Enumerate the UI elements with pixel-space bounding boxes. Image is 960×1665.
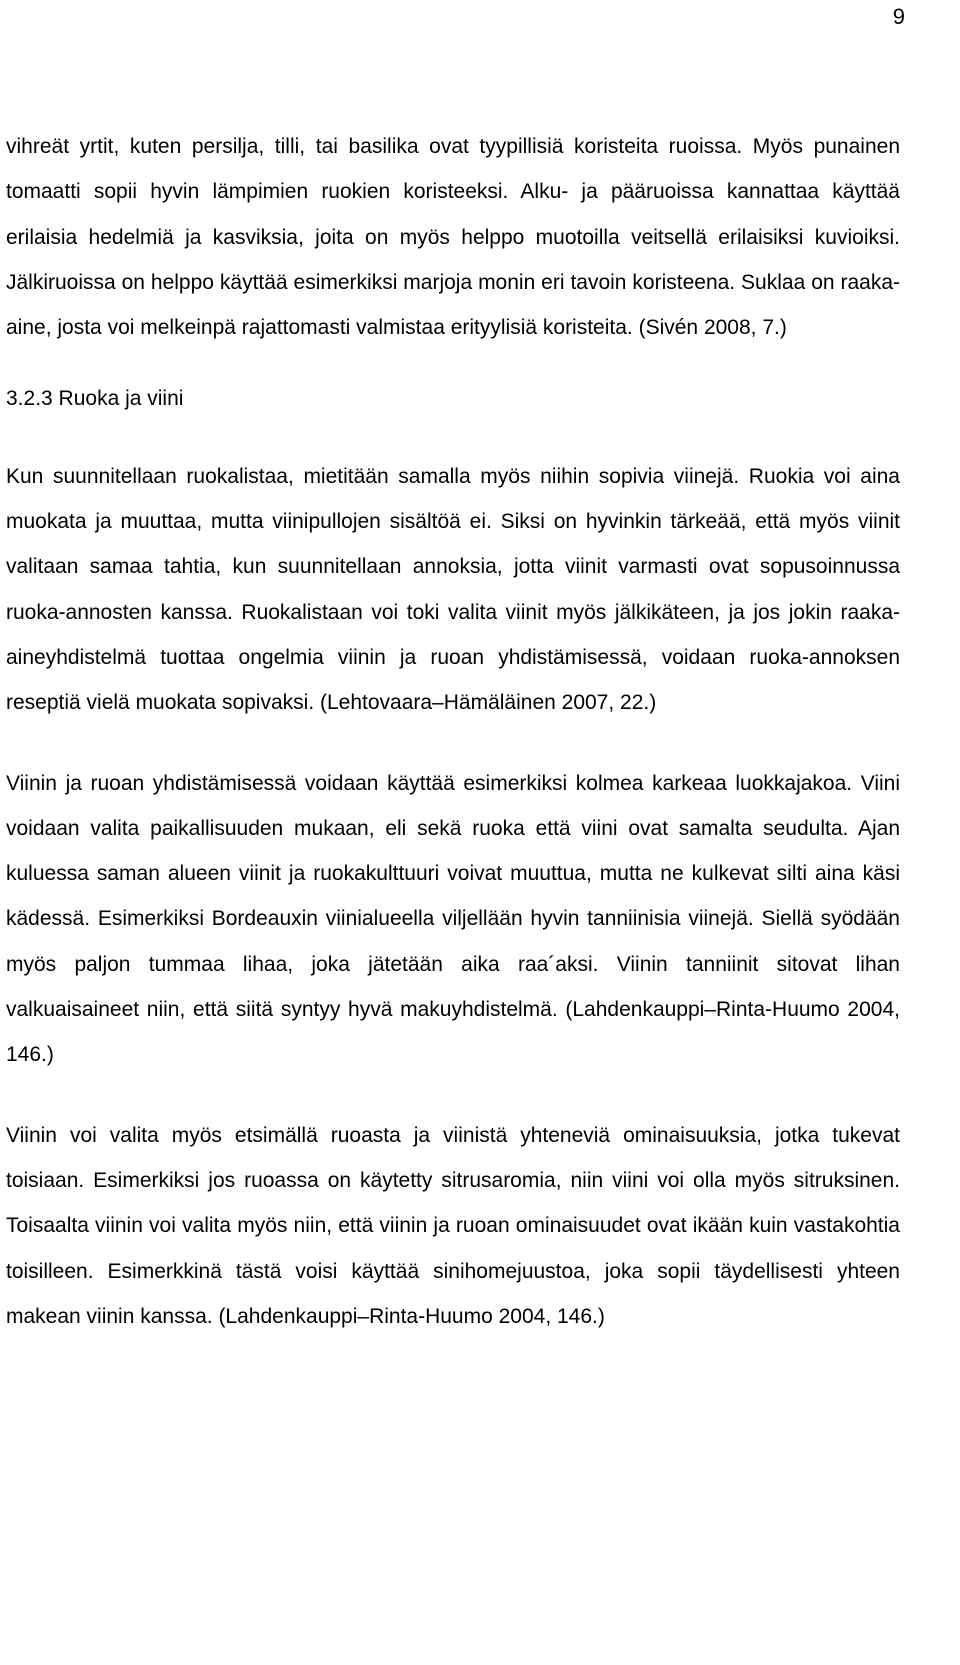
page-number: 9 [892, 4, 905, 29]
section-heading: 3.2.3 Ruoka ja viini [6, 387, 184, 411]
paragraph-wine-pairing-properties: Viinin voi valita myös etsimällä ruoasta ja viinistä yhteneviä ominaisuuksia, jotka tukevat toisiaan. Esimerkiksi jos ruoassa on käytetty sitrusaromia, niin viini voi olla myös sitruksinen. Toisaalta viinin voi valita myös niin, että viinin ja ruoan ominaisuudet ovat ikään kuin vastakohtia toisilleen. Esimerkkinä tästä voisi käyttää sinihomejuustoa, joka sopii täydellisesti yhteen makean viinin kanssa. (Lahdenkauppi–Rinta-Huumo 2004, 146.) [6, 1123, 900, 1328]
paragraph-wine-pairing-categories: Viinin ja ruoan yhdistämisessä voidaan käyttää esimerkiksi kolmea karkeaa luokkajakoa. Viini voidaan valita paikallisuuden mukaan, eli sekä ruoka että viini ovat samalta seudulta. Ajan kuluessa saman alueen viinit ja ruokakulttuuri voivat muuttua, mutta ne kulkevat silti aina käsi kädessä. Esimerkiksi Bordeauxin viinialueella viljellään hyvin tanniinisia viinejä. Siellä syödään myös paljon tummaa lihaa, joka jätetään aika raa´aksi. Viinin tanniinit sitovat lihan valkuaisaineet niin, että siitä syntyy hyvä makuyhdistelmä. (Lahdenkauppi–Rinta-Huumo 2004, 146.) [6, 771, 900, 1067]
document-body [6, 124, 900, 1339]
paragraph-garnishes: vihreät yrtit, kuten persilja, tilli, tai basilika ovat tyypillisiä koristeita ruoissa. Myös punainen tomaatti sopii hyvin lämpimien ruokien koristeeksi. Alku- ja pääruoissa kannattaa käyttää erilaisia hedelmiä ja kasviksia, joita on myös helppo muotoilla veitsellä erilaisiksi kuvioiksi. Jälkiruoissa on helppo käyttää esimerkiksi marjoja monin eri tavoin koristeena. Suklaa on raaka-aine, josta voi melkeinpä rajattomasti valmistaa erityylisiä koristeita. (Sivén 2008, 7.) [6, 135, 900, 340]
paragraph-menu-planning: Kun suunnitellaan ruokalistaa, mietitään samalla myös niihin sopivia viinejä. Ruokia voi aina muokata ja muuttaa, mutta viinipullojen sisältöä ei. Siksi on hyvinkin tärkeää, että myös viinit valitaan samaa tahtia, kun suunnitellaan annoksia, jotta viinit varmasti ovat sopusoinnussa ruoka-annosten kanssa. Ruokalistaan voi toki valita viinit myös jälkikäteen, ja jos jokin raaka-aineyhdistelmä tuottaa ongelmia viinin ja ruoan yhdistämisessä, voidaan ruoka-annoksen reseptiä vielä muokata sopivaksi. (Lehtovaara–Hämäläinen 2007, 22.) [6, 464, 900, 715]
